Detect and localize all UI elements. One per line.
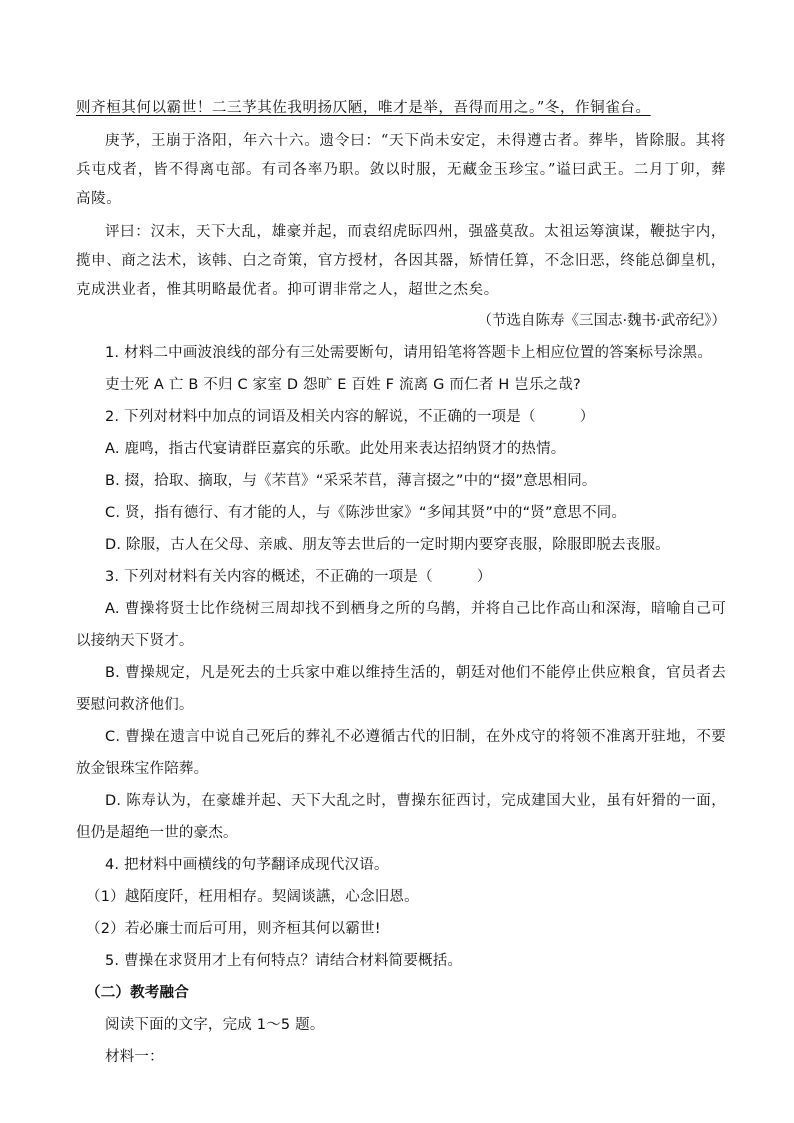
question-2-option-b: B. 掇，拾取、摘取，与《芣苢》“采采芣苢，薄言掇之”中的“掇”意思相同。 [105, 473, 597, 489]
question-4: 4. 把材料中画横线的句芧翻译成现代汉语。 [105, 857, 389, 873]
question-2: 2. 下列对材料中加点的词语及相关内容的解说，不正确的一项是（ ） [105, 409, 595, 425]
section-2-instruction: 阅读下面的文字，完成 1～5 题。 [105, 1017, 325, 1033]
passage-paragraph-2: 庚芧，王崩于洛阳，年六十六。遗令曰：“天下尚未安定，未得遵古者。葬毕，皆除服。其将兵屯戍者，皆不得离屯部。有司各率乃职。敛以时服，无藏金玉珍宝。”谥曰武王。二月丁卯，葬高陵。 [76, 133, 726, 207]
question-3-option-d: D. 陈寿认为，在豪雄并起、天下大乱之时，曹操东征西讨，完成建国大业，虽有奸猾的一面，但仍是超绝一世的豪杰。 [76, 793, 726, 841]
passage-line-1: 则齐桓其何以霸世！二三芧其佐我明扬仄陋，唯才是举，吾得而用之。”冬，作铜雀台。 [76, 100, 651, 116]
question-3-option-a: A. 曹操将贤士比作绕树三周却找不到栖身之所的乌鹊，并将自己比作高山和深海，暗喻自己可以接纳天下贤才。 [76, 601, 726, 649]
question-3-option-b: B. 曹操规定，凡是死去的士兵家中难以维持生活的，朝廷对他们不能停止供应粮食，官员者去要慰问救济他们。 [76, 665, 726, 713]
question-1: 1. 材料二中画波浪线的部分有三处需要断句，请用铅笔将答题卡上相应位置的答案标号涂黑。 [105, 345, 713, 361]
passage-source: （节选自陈寿《三国志·魏书·武帝纪》） [477, 313, 726, 329]
question-2-option-c: C. 贤，指有德行、有才能的人，与《陈涉世家》“多闻其贤”中的“贤”意思不同。 [105, 505, 627, 521]
passage-paragraph-3: 评曰：汉末，天下大乱，雄豪并起，而袁绍虎眎四州，强盛莫敌。太祖运筹演谋，鞭挞宇内，揽申、商之法术，该韩、白之奇策，官方授材，各因其器，矫情任算，不念旧恶，终能总御皇机，克成洪业者，惟其明略最优者。抑可谓非常之人，超世之杰矣。 [76, 224, 726, 298]
section-2-heading: （二）教考融合 [86, 985, 189, 1001]
question-3-option-c: C. 曹操在遗言中说自己死后的葬礼不必遵循古代的旧制，在外戍守的将领不准离开驻地，不要放金银珠宝作陪葬。 [76, 729, 726, 777]
question-3: 3. 下列对材料有关内容的概述，不正确的一项是（ ） [105, 569, 492, 585]
question-1-text: 吏士死 A 亡 B 不归 C 家室 D 怨旷 E 百姓 F 流离 G 而仁者 H 岂乐之哉? [105, 377, 581, 393]
question-2-option-a: A. 鹿鸣，指古代宴请群臣嘉宾的乐歌。此处用来表达招纳贤才的热情。 [105, 441, 566, 457]
question-4-item-1: （1）越陌度阡，枉用相存。契阔谈讌，心念旧恩。 [86, 889, 419, 905]
question-2-option-d: D. 除服，古人在父母、亲戚、朋友等去世后的一定时期内要穿丧服，除服即脱去丧服。 [105, 537, 670, 553]
question-5: 5. 曹操在求贤用才上有何特点？请结合材料简要概括。 [105, 953, 463, 969]
section-2-material-label: 材料一： [105, 1049, 164, 1065]
question-4-item-2: （2）若必廉士而后可用，则齐桓其何以霸世! [86, 921, 381, 937]
document-content [76, 94, 726, 1073]
